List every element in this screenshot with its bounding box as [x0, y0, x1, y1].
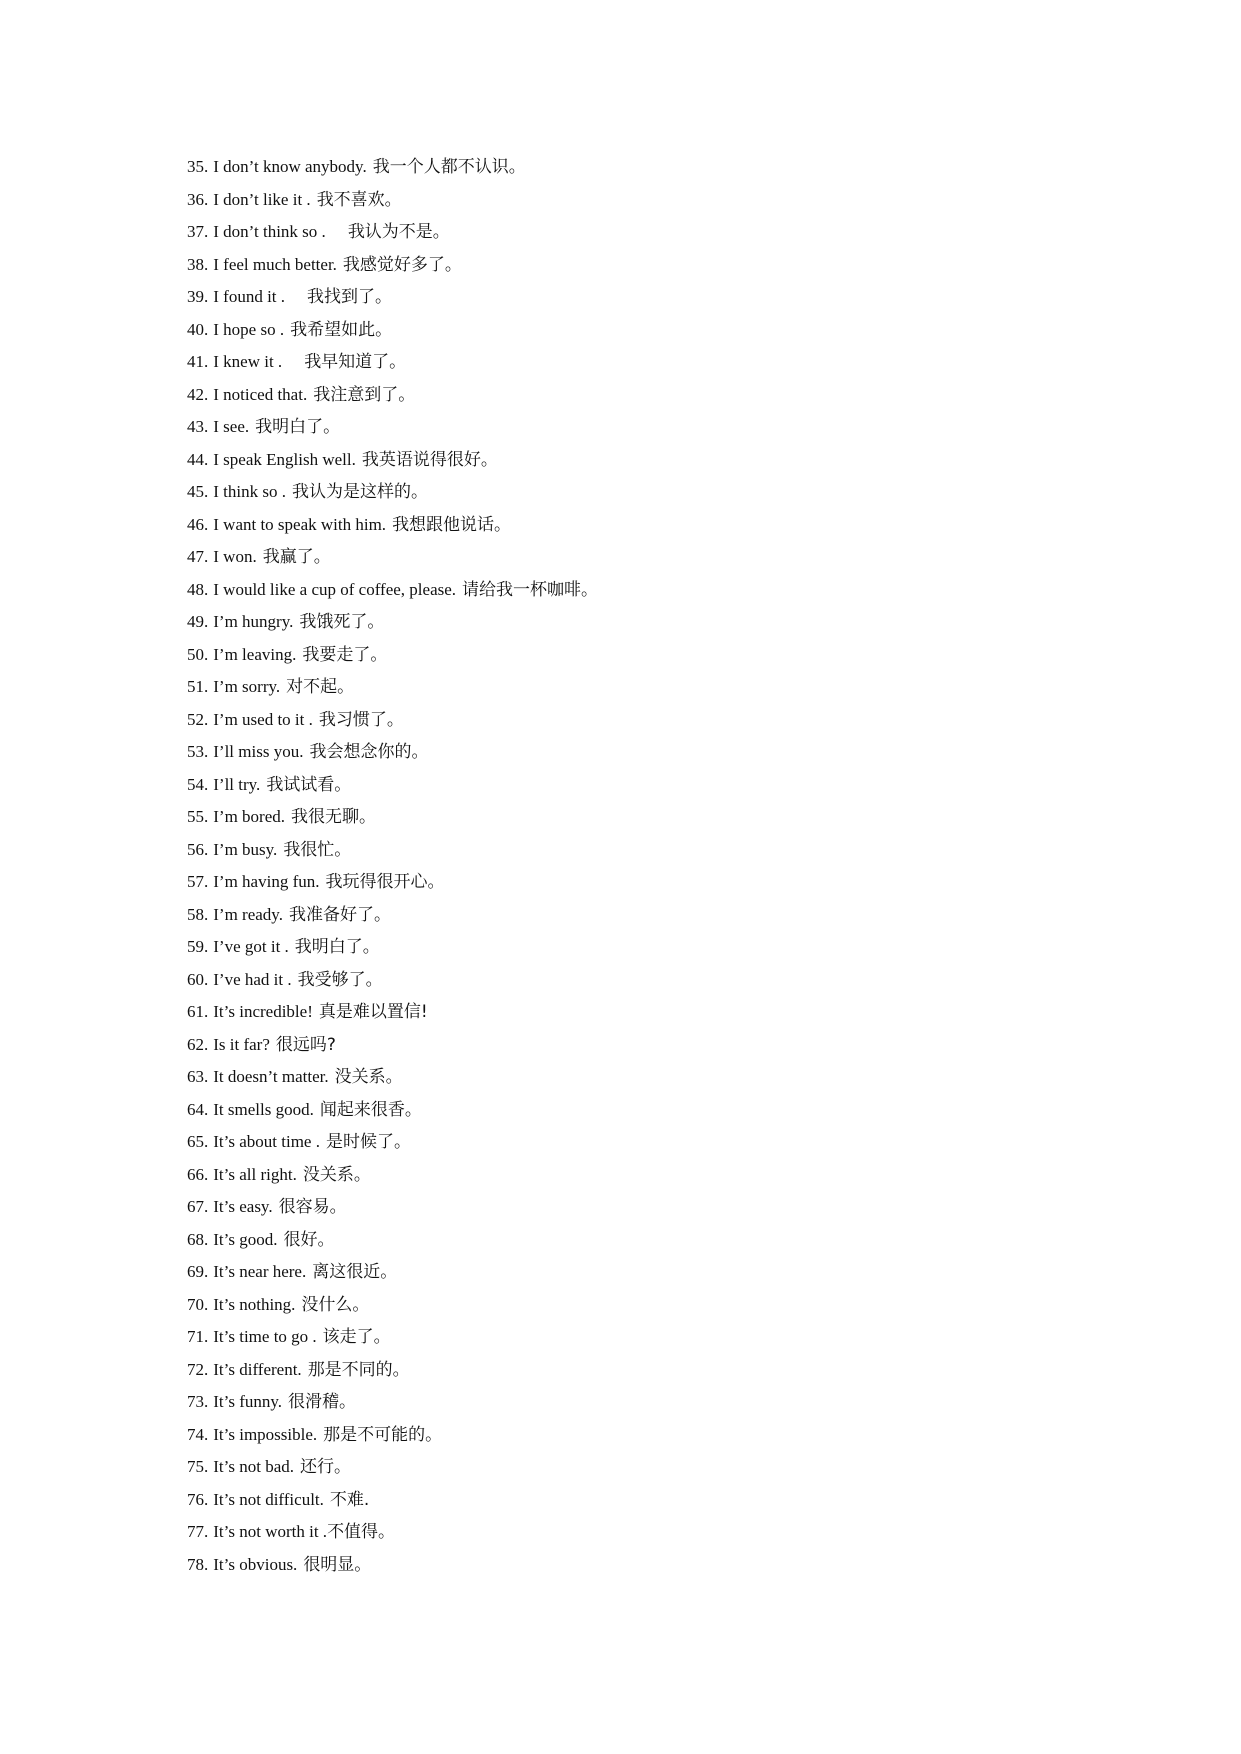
chinese-translation: 我习惯了。 — [318, 709, 404, 730]
phrase-line — [187, 1061, 598, 1094]
phrase-line — [187, 379, 598, 412]
phrase-number: 78. — [187, 1554, 209, 1574]
chinese-translation: 我试试看。 — [266, 774, 352, 795]
chinese-translation: 我赢了。 — [262, 547, 331, 567]
english-phrase: I won. — [213, 547, 257, 566]
phrase-line — [187, 574, 598, 607]
phrase-number: 67. — [187, 1197, 209, 1216]
chinese-translation: 我希望如此。 — [290, 319, 393, 340]
phrase-line — [187, 541, 598, 574]
chinese-translation: 我很忙。 — [283, 839, 352, 860]
phrase-line — [187, 606, 598, 639]
phrase-number: 76. — [187, 1489, 209, 1509]
english-phrase: I’m hungry. — [213, 612, 294, 631]
phrase-number: 68. — [187, 1229, 209, 1249]
phrase-number: 37. — [187, 222, 209, 241]
phrase-line — [187, 216, 598, 249]
chinese-translation: 我明白了。 — [255, 417, 341, 437]
chinese-translation: 我早知道了。 — [304, 352, 407, 372]
phrase-line — [187, 1256, 598, 1289]
phrase-number: 55. — [187, 807, 209, 826]
chinese-translation: 我认为是这样的。 — [291, 482, 428, 502]
chinese-translation: 我找到了。 — [307, 287, 393, 307]
english-phrase: I noticed that. — [213, 384, 308, 404]
phrase-number: 41. — [187, 352, 209, 371]
chinese-translation: 我很无聊。 — [291, 807, 377, 827]
english-phrase: It’s time to go . — [213, 1327, 317, 1346]
chinese-translation: 还行。 — [300, 1457, 351, 1477]
english-phrase: I think so . — [213, 482, 286, 501]
chinese-translation: 我受够了。 — [297, 969, 383, 990]
chinese-translation: 很好。 — [283, 1229, 335, 1250]
chinese-translation: 离这很近。 — [312, 1262, 398, 1282]
chinese-translation: 我感觉好多了。 — [342, 254, 462, 275]
english-phrase: I hope so . — [213, 319, 285, 339]
phrase-number: 42. — [187, 384, 209, 404]
phrase-number: 71. — [187, 1327, 209, 1346]
phrase-number: 62. — [187, 1034, 209, 1054]
english-phrase: It’s all right. — [213, 1164, 297, 1184]
phrase-line — [187, 1159, 598, 1192]
chinese-translation: 我不喜欢。 — [316, 189, 402, 210]
phrase-line — [187, 736, 598, 769]
chinese-translation: 很明显。 — [303, 1554, 372, 1575]
phrase-number: 61. — [187, 1002, 209, 1021]
english-phrase: I’m busy. — [213, 839, 278, 859]
phrase-number: 74. — [187, 1424, 209, 1444]
english-phrase: It’s about time . — [213, 1132, 320, 1151]
phrase-line — [187, 1354, 598, 1387]
english-phrase: I’m leaving. — [213, 644, 297, 664]
phrase-number: 69. — [187, 1262, 209, 1281]
phrase-number: 47. — [187, 547, 209, 566]
chinese-translation: 我准备好了。 — [288, 904, 391, 925]
phrase-line — [187, 1386, 598, 1419]
phrase-number: 56. — [187, 839, 209, 859]
phrase-line — [187, 1224, 598, 1257]
chinese-translation: 我认为不是。 — [347, 222, 450, 242]
phrase-line — [187, 346, 598, 379]
chinese-translation: 我要走了。 — [302, 644, 388, 665]
phrase-number: 66. — [187, 1164, 209, 1184]
chinese-translation: 我明白了。 — [294, 937, 380, 957]
phrase-line — [187, 1321, 598, 1354]
phrase-line — [187, 411, 598, 444]
phrase-line — [187, 769, 598, 802]
phrase-line — [187, 671, 598, 704]
phrase-line — [187, 184, 598, 217]
chinese-translation: 请给我一杯咖啡。 — [462, 579, 599, 600]
chinese-translation: 没什么。 — [301, 1294, 370, 1315]
phrase-line — [187, 801, 598, 834]
phrase-line — [187, 1516, 598, 1549]
english-phrase: I’m ready. — [213, 904, 283, 924]
phrase-line — [187, 281, 598, 314]
phrase-number: 38. — [187, 254, 209, 274]
english-phrase: Is it far? — [213, 1034, 270, 1054]
phrase-number: 35. — [187, 157, 209, 176]
phrase-number: 59. — [187, 937, 209, 956]
phrase-line — [187, 704, 598, 737]
phrase-number: 60. — [187, 969, 209, 989]
english-phrase: I’ve got it . — [213, 937, 289, 956]
phrase-number: 44. — [187, 449, 209, 469]
phrase-line — [187, 444, 598, 477]
english-phrase: I found it . — [213, 287, 286, 306]
chinese-translation: 真是难以置信! — [318, 1002, 428, 1022]
chinese-translation: 对不起。 — [286, 677, 355, 697]
english-phrase: I’ll try. — [213, 774, 261, 794]
chinese-translation: 不值得。 — [327, 1522, 396, 1542]
phrase-number: 54. — [187, 774, 209, 794]
chinese-translation: 很容易。 — [278, 1197, 347, 1217]
chinese-translation: 我一个人都不认识。 — [372, 157, 526, 177]
phrase-number: 72. — [187, 1359, 209, 1379]
english-phrase: I’m used to it . — [213, 709, 313, 729]
phrase-number: 65. — [187, 1132, 209, 1151]
phrase-line — [187, 1419, 598, 1452]
phrase-number: 58. — [187, 904, 209, 924]
chinese-translation: 我会想念你的。 — [309, 742, 429, 762]
phrase-number: 39. — [187, 287, 209, 306]
phrase-line — [187, 151, 598, 184]
chinese-translation: 我饿死了。 — [299, 612, 385, 632]
english-phrase: I speak English well. — [213, 449, 356, 469]
phrase-line — [187, 314, 598, 347]
chinese-translation: 我玩得很开心。 — [325, 872, 445, 892]
phrase-line — [187, 1191, 598, 1224]
english-phrase: I see. — [213, 417, 250, 436]
english-phrase: It’s good. — [213, 1229, 278, 1249]
chinese-translation: 我英语说得很好。 — [361, 449, 498, 470]
english-phrase: It’s not worth it . — [213, 1522, 328, 1541]
phrase-line — [187, 1484, 598, 1517]
phrase-number: 48. — [187, 579, 209, 599]
english-phrase: It’s funny. — [213, 1392, 283, 1411]
phrase-line — [187, 509, 598, 542]
english-phrase: It’s not difficult. — [213, 1489, 324, 1509]
phrase-number: 49. — [187, 612, 209, 631]
phrase-line — [187, 1549, 598, 1582]
phrase-line — [187, 964, 598, 997]
chinese-translation: 很远吗? — [275, 1034, 336, 1055]
phrase-number: 63. — [187, 1067, 209, 1086]
phrase-number: 51. — [187, 677, 209, 696]
phrase-line — [187, 639, 598, 672]
phrase-number: 50. — [187, 644, 209, 664]
chinese-translation: 不难. — [329, 1489, 370, 1510]
english-phrase: It’s not bad. — [213, 1457, 294, 1476]
phrase-number: 36. — [187, 189, 209, 209]
phrase-line — [187, 931, 598, 964]
chinese-translation: 闻起来很香。 — [319, 1099, 422, 1120]
chinese-translation: 是时候了。 — [325, 1132, 411, 1152]
phrase-number: 77. — [187, 1522, 209, 1541]
phrase-line — [187, 866, 598, 899]
phrase-number: 73. — [187, 1392, 209, 1411]
phrase-line — [187, 249, 598, 282]
phrase-number: 53. — [187, 742, 209, 761]
english-phrase: I knew it . — [213, 352, 283, 371]
english-phrase: It’s obvious. — [213, 1554, 298, 1574]
phrase-number: 43. — [187, 417, 209, 436]
english-phrase: I’m having fun. — [213, 872, 320, 891]
english-phrase: It’s easy. — [213, 1197, 273, 1216]
chinese-translation: 没关系。 — [302, 1164, 371, 1185]
chinese-translation: 我注意到了。 — [313, 384, 416, 405]
english-phrase: I don’t like it . — [213, 189, 311, 209]
phrase-number: 70. — [187, 1294, 209, 1314]
english-phrase: I would like a cup of coffee, please. — [213, 579, 457, 599]
english-phrase: I feel much better. — [213, 254, 337, 274]
phrase-line — [187, 996, 598, 1029]
phrase-line — [187, 1126, 598, 1159]
phrase-number: 75. — [187, 1457, 209, 1476]
english-phrase: I want to speak with him. — [213, 514, 387, 534]
english-phrase: I’m sorry. — [213, 677, 281, 696]
phrase-line — [187, 1029, 598, 1062]
english-phrase: I’ve had it . — [213, 969, 292, 989]
phrase-number: 46. — [187, 514, 209, 534]
english-phrase: I don’t know anybody. — [213, 157, 367, 176]
english-phrase: It’s incredible! — [213, 1002, 313, 1021]
chinese-translation: 那是不同的。 — [307, 1359, 410, 1380]
phrase-line — [187, 1094, 598, 1127]
english-phrase: I don’t think so . — [213, 222, 326, 241]
phrase-number: 64. — [187, 1099, 209, 1119]
english-phrase: It’s nothing. — [213, 1294, 296, 1314]
english-phrase: I’ll miss you. — [213, 742, 304, 761]
english-phrase: It smells good. — [213, 1099, 314, 1119]
phrase-number: 57. — [187, 872, 209, 891]
chinese-translation: 很滑稽。 — [288, 1392, 357, 1412]
chinese-translation: 那是不可能的。 — [323, 1424, 443, 1445]
english-phrase: It doesn’t matter. — [213, 1067, 329, 1086]
phrase-line — [187, 899, 598, 932]
phrase-list — [187, 151, 598, 1581]
phrase-line — [187, 1451, 598, 1484]
phrase-number: 45. — [187, 482, 209, 501]
phrase-number: 40. — [187, 319, 209, 339]
chinese-translation: 我想跟他说话。 — [392, 514, 512, 535]
phrase-line — [187, 476, 598, 509]
chinese-translation: 没关系。 — [334, 1067, 403, 1087]
chinese-translation: 该走了。 — [322, 1327, 391, 1347]
phrase-line — [187, 1289, 598, 1322]
phrase-number: 52. — [187, 709, 209, 729]
english-phrase: It’s impossible. — [213, 1424, 318, 1444]
english-phrase: I’m bored. — [213, 807, 286, 826]
english-phrase: It’s different. — [213, 1359, 302, 1379]
phrase-line — [187, 834, 598, 867]
english-phrase: It’s near here. — [213, 1262, 307, 1281]
